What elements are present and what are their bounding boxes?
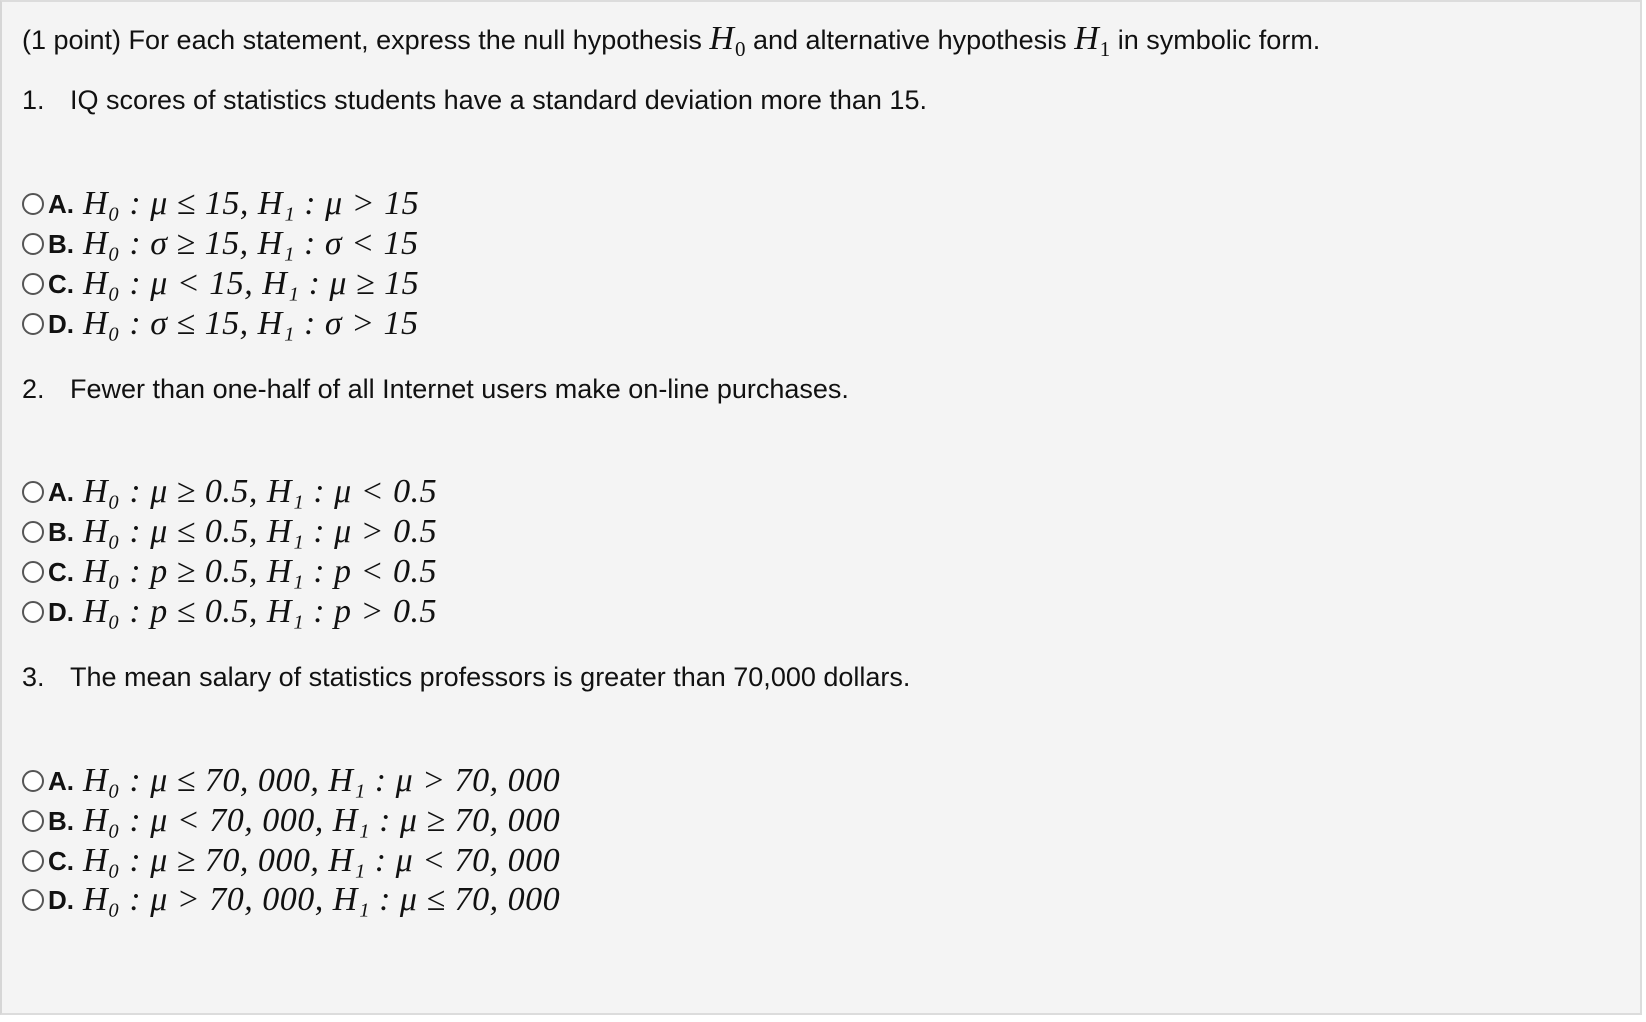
option-letter: D. — [48, 308, 74, 339]
option-letter: C. — [48, 268, 74, 299]
option-formula: H₀ : p ≤ 0.5, H₁ : p > 0.5 — [83, 593, 437, 630]
radio-button[interactable] — [22, 273, 44, 295]
radio-button[interactable] — [22, 810, 44, 832]
radio-button[interactable] — [22, 521, 44, 543]
q1-option-c[interactable] — [22, 264, 419, 304]
option-formula: H₀ : p ≥ 0.5, H₁ : p < 0.5 — [83, 553, 437, 590]
radio-button[interactable] — [22, 481, 44, 503]
option-formula: H₀ : μ ≤ 70, 000, H₁ : μ > 70, 000 — [83, 762, 561, 799]
q3-option-a[interactable] — [22, 761, 560, 801]
option-letter: B. — [48, 516, 74, 547]
option-letter: A. — [48, 188, 74, 219]
question-2 — [22, 374, 849, 405]
option-formula: H₀ : μ ≤ 0.5, H₁ : μ > 0.5 — [83, 513, 438, 550]
question-text: The mean salary of statistics professors is greater than 70,000 dollars. — [70, 662, 911, 692]
q1-option-b[interactable] — [22, 224, 419, 264]
option-formula: H₀ : σ ≥ 15, H₁ : σ < 15 — [83, 225, 419, 262]
q3-option-d[interactable] — [22, 880, 560, 920]
radio-button[interactable] — [22, 313, 44, 335]
option-letter: D. — [48, 596, 74, 627]
radio-button[interactable] — [22, 889, 44, 911]
option-letter: C. — [48, 556, 74, 587]
option-letter: D. — [48, 884, 74, 915]
prompt-text-1: (1 point) For each statement, express the null hypothesis — [22, 25, 702, 55]
radio-button[interactable] — [22, 193, 44, 215]
q2-option-c[interactable] — [22, 552, 437, 592]
prompt-text-3: in symbolic form. — [1117, 25, 1321, 55]
option-formula: H₀ : μ ≤ 15, H₁ : μ > 15 — [83, 185, 420, 222]
q1-option-a[interactable] — [22, 184, 419, 224]
option-formula: H₀ : μ < 15, H₁ : μ ≥ 15 — [83, 265, 420, 302]
option-formula: H₀ : σ ≤ 15, H₁ : σ > 15 — [83, 305, 419, 342]
q2-option-a[interactable] — [22, 472, 437, 512]
option-letter: C. — [48, 845, 74, 876]
q2-option-d[interactable] — [22, 592, 437, 632]
q3-option-b[interactable] — [22, 801, 560, 841]
h0-symbol: $H_0$ — [709, 20, 746, 61]
q1-option-d[interactable] — [22, 304, 419, 344]
question-1 — [22, 85, 927, 116]
question-text: Fewer than one-half of all Internet users make on-line purchases. — [70, 374, 849, 404]
q2-option-b[interactable] — [22, 512, 437, 552]
option-formula: H₀ : μ < 70, 000, H₁ : μ ≥ 70, 000 — [83, 802, 561, 839]
question-3 — [22, 662, 910, 693]
radio-button[interactable] — [22, 601, 44, 623]
option-formula: H₀ : μ ≥ 70, 000, H₁ : μ < 70, 000 — [83, 842, 561, 879]
problem-prompt — [22, 20, 1321, 61]
prompt-text-2: and alternative hypothesis — [752, 25, 1067, 55]
option-letter: A. — [48, 476, 74, 507]
option-letter: A. — [48, 765, 74, 796]
option-letter: B. — [48, 228, 74, 259]
option-formula: H₀ : μ ≥ 0.5, H₁ : μ < 0.5 — [83, 473, 438, 510]
question-number: 1. — [22, 85, 45, 115]
question-number: 2. — [22, 374, 45, 404]
option-letter: B. — [48, 805, 74, 836]
radio-button[interactable] — [22, 561, 44, 583]
radio-button[interactable] — [22, 233, 44, 255]
h1-symbol: $H_1$ — [1074, 20, 1111, 61]
radio-button[interactable] — [22, 850, 44, 872]
q3-option-c[interactable] — [22, 841, 560, 881]
radio-button[interactable] — [22, 770, 44, 792]
question-number: 3. — [22, 662, 45, 692]
option-formula: H₀ : μ > 70, 000, H₁ : μ ≤ 70, 000 — [83, 881, 561, 918]
question-text: IQ scores of statistics students have a standard deviation more than 15. — [70, 85, 927, 115]
